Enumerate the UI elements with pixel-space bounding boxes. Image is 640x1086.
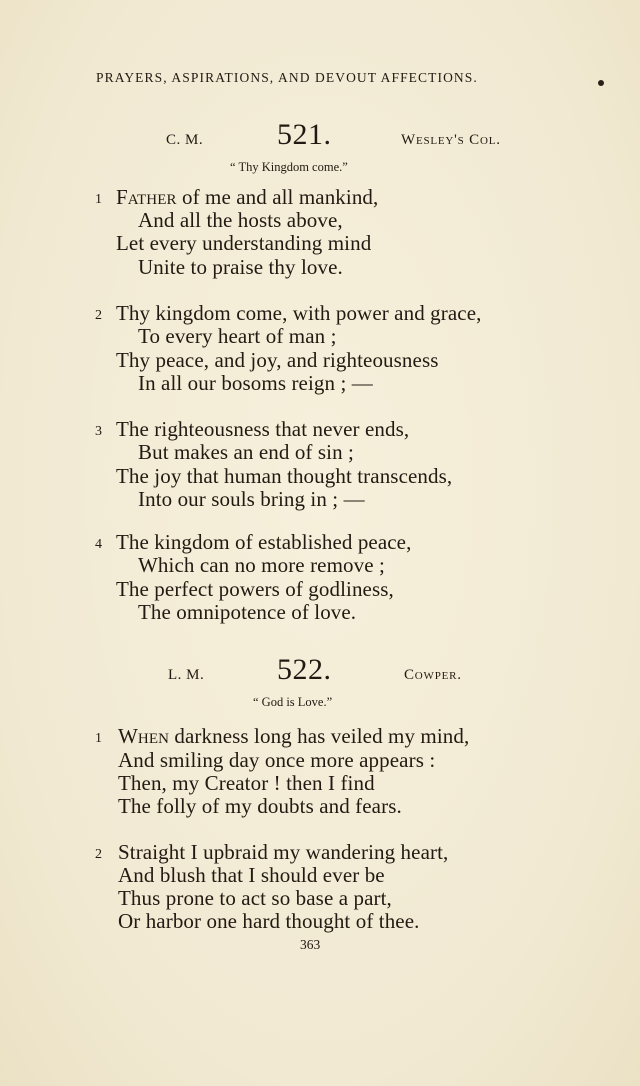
verse-line: Thy kingdom come, with power and grace,: [116, 301, 482, 325]
verse-line: Or harbor one hard thought of thee.: [118, 909, 420, 933]
hymn-meter: L. M.: [168, 667, 205, 683]
stanza-number: 3: [95, 424, 102, 439]
verse-line: Thus prone to act so base a part,: [118, 886, 392, 910]
verse-line: [118, 724, 469, 749]
verse-line: Let every understanding mind: [116, 231, 372, 255]
ink-dot: [598, 80, 604, 86]
verse-line: Thy peace, and joy, and righteousness: [116, 348, 439, 372]
running-head: PRAYERS, ASPIRATIONS, AND DEVOUT AFFECTIONS.: [96, 70, 478, 85]
verse-line: And all the hosts above,: [138, 208, 343, 232]
verse-line: The righteousness that never ends,: [116, 417, 410, 441]
verse-line: Into our souls bring in ; —: [138, 487, 365, 511]
verse-line: The omnipotence of love.: [138, 600, 357, 624]
hymn-meter: C. M.: [166, 132, 204, 148]
stanza-number: 4: [95, 537, 102, 552]
verse-line: In all our bosoms reign ; —: [138, 371, 373, 395]
hymn-subtitle: “ God is Love.”: [253, 695, 333, 709]
page-number: 363: [300, 937, 321, 952]
stanza-number: 1: [95, 731, 102, 746]
verse-line: [116, 185, 378, 210]
verse-line: Unite to praise thy love.: [138, 255, 343, 279]
verse-line: To every heart of man ;: [138, 324, 337, 348]
stanza-number: 2: [95, 847, 102, 862]
hymn-header-522: [0, 653, 640, 693]
verse-line: And blush that I should ever be: [118, 863, 385, 887]
first-word: When: [118, 724, 170, 748]
stanza-number: 2: [95, 308, 102, 323]
first-word: Father: [116, 185, 177, 209]
verse-line: And smiling day once more appears :: [118, 748, 436, 772]
verse-line: Which can no more remove ;: [138, 553, 385, 577]
hymn-number: 522.: [277, 653, 332, 686]
verse-line: The folly of my doubts and fears.: [118, 794, 402, 818]
hymn-number: 521.: [277, 118, 332, 151]
verse-line-rest: darkness long has veiled my mind,: [169, 724, 470, 748]
stanza-number: 1: [95, 192, 102, 207]
verse-line: The kingdom of established peace,: [116, 530, 412, 554]
verse-line-rest: of me and all mankind,: [176, 185, 379, 209]
verse-line: Then, my Creator ! then I find: [118, 771, 375, 795]
hymn-subtitle: “ Thy Kingdom come.”: [230, 160, 348, 174]
verse-line: Straight I upbraid my wandering heart,: [118, 840, 449, 864]
verse-line: The joy that human thought transcends,: [116, 464, 453, 488]
verse-line: The perfect powers of godliness,: [116, 577, 394, 601]
hymn-tune: Wesley's Col.: [401, 132, 501, 148]
hymn-tune: Cowper.: [404, 667, 462, 683]
hymn-header-521: [0, 118, 640, 158]
verse-line: But makes an end of sin ;: [138, 440, 354, 464]
